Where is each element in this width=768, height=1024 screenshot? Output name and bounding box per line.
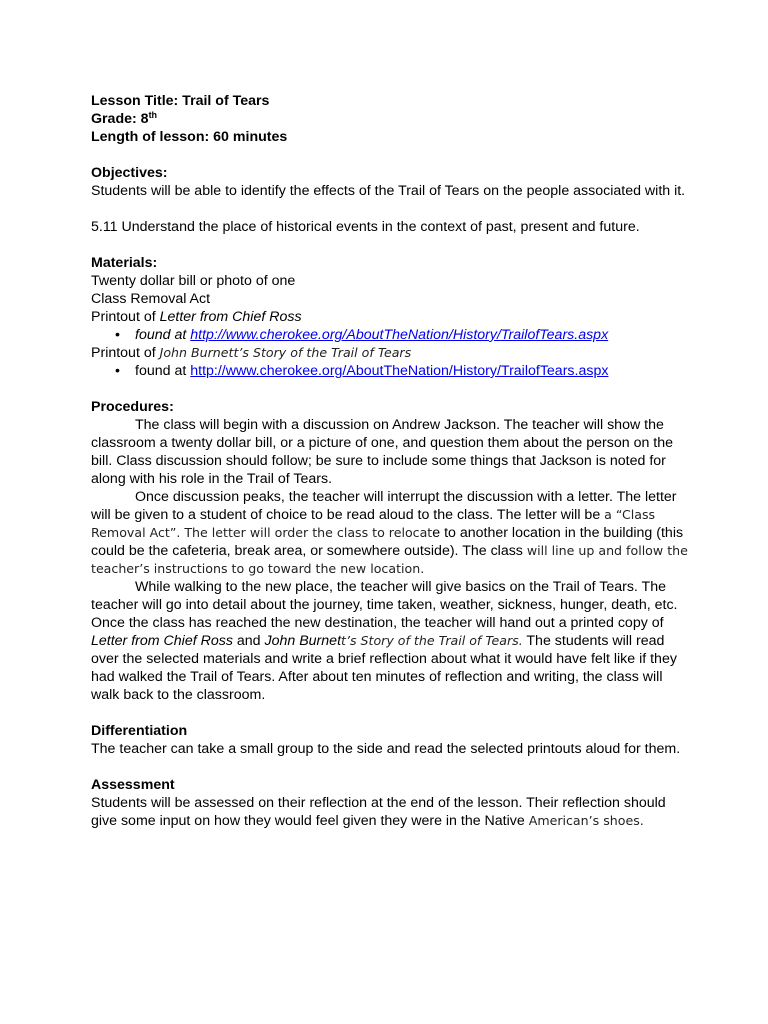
objectives-text: Students will be able to identify the effects of the Trail of Tears on the people associated with it. — [91, 183, 686, 199]
burnett-story-source-list — [91, 362, 691, 380]
printout-prefix: Printout of — [91, 345, 160, 361]
found-at-label: found at — [135, 327, 191, 343]
bullet-icon: • — [115, 327, 120, 343]
procedures-heading: Procedures: — [91, 399, 174, 415]
materials-item-removal-act: Class Removal Act — [91, 291, 211, 307]
burnett-story-source — [91, 362, 691, 380]
assessment-text — [91, 794, 691, 830]
objectives-heading: Objectives: — [91, 165, 168, 181]
procedures-paragraph-3 — [91, 578, 691, 704]
differentiation-heading: Differentiation — [91, 723, 188, 739]
materials-item-burnett-story — [91, 344, 691, 362]
grade-suffix: th — [148, 110, 158, 120]
procedures-paragraph-1: The class will begin with a discussion on Andrew Jackson. The teacher will show the classroom a twenty dollar bill, or a picture of one, and question them about the person on the bill. Class discussion should follow; be sure to include some things that Jackson is noted for along with his role in the Trail of Tears. — [91, 417, 674, 487]
ross-letter-source-list — [91, 326, 691, 344]
p3-part-b: The students will read over the selected materials and write a brief reflection about what it would have felt like if they had walked the Trail of Tears. After about ten minutes of reflection and writing, the class will walk back to the classroom. — [91, 633, 677, 703]
burnett-story-title: John Burnett’s Story of the Trail of Tears — [159, 345, 412, 360]
p2-part-d: will line up and follow the teacher’s instructions to go toward the new location. — [91, 543, 688, 576]
found-at-label: found at — [135, 363, 191, 379]
materials-heading: Materials: — [91, 255, 158, 271]
grade-line — [91, 110, 691, 128]
printout-prefix: Printout of — [91, 309, 160, 325]
procedures-paragraph-2 — [91, 488, 691, 578]
burnett-title-inline-a: John Burnet — [264, 633, 342, 649]
materials-item-bill: Twenty dollar bill or photo of one — [91, 273, 296, 289]
objectives-standard: 5.11 Understand the place of historical events in the context of past, present and future. — [91, 219, 640, 235]
burnett-title-inline-b: t’s Story of the Trail of Tears. — [341, 633, 523, 648]
p2-part-c: e to another location in the building (this could be the cafeteria, break area, or somewhere outside). The class — [91, 525, 684, 559]
grade-label: Grade: 8 — [91, 111, 149, 127]
p3-part-a: While walking to the new place, the teacher will give basics on the Trail of Tears. The teacher will go into detail about the journey, time taken, weather, sickness, hunger, death, etc. Once the class has reached the new destination, the teacher will hand out a printed copy of — [91, 579, 678, 631]
ross-letter-title-inline: Letter from Chief Ross — [91, 633, 233, 649]
p3-and: and — [232, 633, 265, 649]
lesson-plan-page — [91, 92, 691, 830]
materials-item-ross-letter — [91, 308, 691, 326]
assessment-text-end: American’s shoes. — [528, 813, 644, 828]
p2-part-b: a “Class Removal Act”. The letter will order the class to relocat — [91, 507, 656, 540]
cherokee-link-1[interactable]: http://www.cherokee.org/AboutTheNation/History/TrailofTears.aspx — [190, 327, 609, 343]
ross-letter-title: Letter from Chief Ross — [159, 309, 302, 325]
assessment-text-main: Students will be assessed on their reflection at the end of the lesson. Their reflection should give some input on how they would feel given they were in the Native — [91, 795, 666, 829]
differentiation-text: The teacher can take a small group to the side and read the selected printouts aloud for them. — [91, 741, 681, 757]
lesson-title: Lesson Title: Trail of Tears — [91, 93, 270, 109]
p2-part-a: Once discussion peaks, the teacher will interrupt the discussion with a letter. The letter will be given to a student of choice to be read aloud to the class. The letter will be — [91, 489, 677, 523]
assessment-heading: Assessment — [91, 777, 175, 793]
cherokee-link-2[interactable]: http://www.cherokee.org/AboutTheNation/History/TrailofTears.aspx — [190, 363, 609, 379]
lesson-length: Length of lesson: 60 minutes — [91, 129, 288, 145]
bullet-icon: • — [115, 363, 120, 379]
ross-letter-source — [91, 326, 691, 344]
